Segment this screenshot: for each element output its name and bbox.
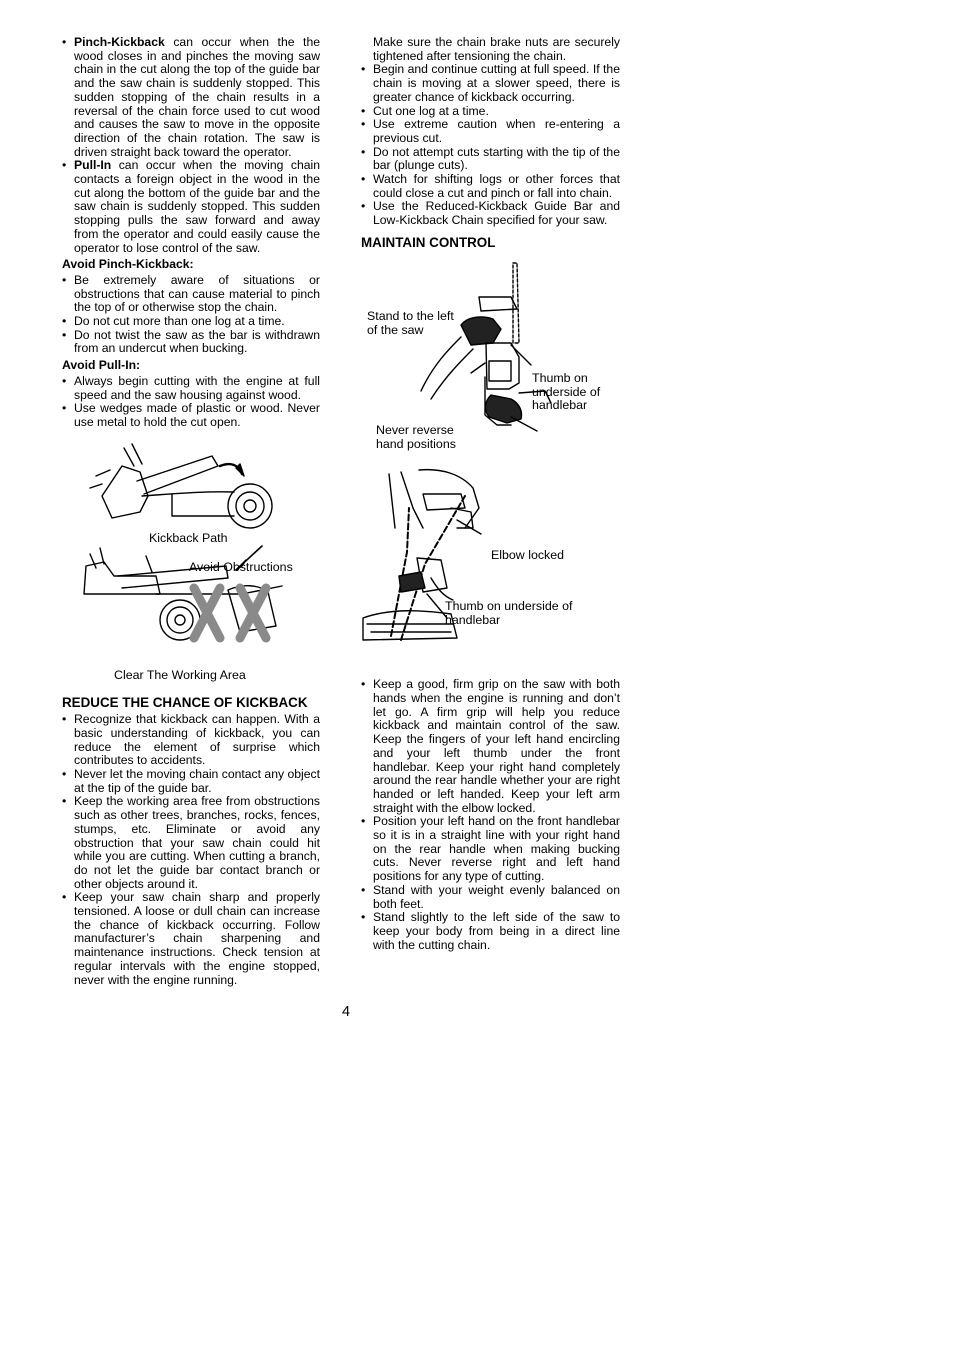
- intro-list: [62, 36, 320, 255]
- list-item: • Do not cut more than one log at a time.: [62, 315, 320, 329]
- elbow-locked-caption: Elbow locked: [491, 548, 565, 563]
- list-item: • Cut one log at a time.: [361, 105, 620, 119]
- list-item: • Use the Reduced-Kickback Guide Bar and Low-Kickback Chain specified for your saw.: [361, 200, 620, 227]
- stand-left-caption: Stand to the left of the saw: [367, 309, 454, 337]
- hand-position-illustration: [361, 253, 620, 443]
- thumb-underside-caption: Thumb on underside of handlebar: [445, 599, 573, 627]
- list-item: • Keep a good, firm grip on the saw with both hands when the engine is running and don’t let go. A firm grip will help you reduce kickback and maintain control of the saw. Keep the fingers of your left hand encircling and your left thumb under the front handlebar. Keep your right hand completely around the rear handle whether your are right handed or left handed. Keep your left arm straight with the elbow locked.: [361, 678, 620, 815]
- list-item: • Use extreme caution when re-entering a previous cut.: [361, 118, 620, 145]
- item-text: can occur when the moving chain contacts a foreign object in the wood in the cut along the bottom of the guide bar and the saw chain is suddenly stopped. This sudden stopping pulls the saw forward and away from the operator and could easily cause the operator to lose control of the saw.: [74, 158, 320, 255]
- avoid-pinch-title: Avoid Pinch-Kickback:: [62, 257, 194, 272]
- avoid-pullin-title: Avoid Pull-In:: [62, 358, 141, 373]
- avoid-pullin-list: [62, 375, 320, 430]
- list-item: • Recognize that kickback can happen. With a basic understanding of kickback, you can reduce the element of surprise which contributes to accidents.: [62, 713, 320, 768]
- elbow-locked-figure: [361, 468, 620, 668]
- list-item: • Do not attempt cuts starting with the tip of the bar (plunge cuts).: [361, 146, 620, 173]
- list-item: • Watch for shifting logs or other forces that could close a cut and pinch or fall into chain.: [361, 173, 620, 200]
- control-list: [361, 678, 620, 952]
- kickback-figure: [62, 436, 320, 681]
- avoid-obstructions-caption: Avoid Obstructions: [189, 559, 293, 574]
- list-item: • Position your left hand on the front handlebar so it is in a straight line with your right hand on the rear handle when making bucking cuts. Never reverse right and left hand positions for any type of cutting.: [361, 815, 620, 884]
- right-column: [361, 36, 620, 952]
- reduce-kickback-list: [62, 713, 320, 987]
- continued-text: Make sure the chain brake nuts are securely tightened after tensioning the chain.: [373, 35, 620, 63]
- elbow-locked-illustration: [361, 468, 620, 668]
- list-item: • Keep your saw chain sharp and properly tensioned. A loose or dull chain can increase the chance of kickback occurring. Follow manufacturer’s chain sharpening and maintenance instructions. Check tension at regular intervals with the engine stopped, never with the engine running.: [62, 891, 320, 987]
- list-item: • Stand with your weight evenly balanced on both feet.: [361, 884, 620, 911]
- thumb-caption: Thumb on underside of handlebar: [532, 371, 601, 413]
- cutting-list: [361, 63, 620, 227]
- list-item: • Do not twist the saw as the bar is withdrawn from an undercut when bucking.: [62, 329, 320, 356]
- term-pinch-kickback: Pinch-Kickback: [74, 35, 165, 49]
- list-item: • Stand slightly to the left side of the saw to keep your body from being in a direct line with the cutting chain.: [361, 911, 620, 952]
- left-column: [62, 36, 320, 987]
- clear-area-caption: Clear The Working Area: [114, 667, 246, 682]
- hand-position-figure: [361, 253, 620, 451]
- list-item: • Always begin cutting with the engine at full speed and the saw housing against wood.: [62, 375, 320, 402]
- list-item: • Be extremely aware of situations or obstructions that can cause material to pinch the top of or otherwise stop the chain.: [62, 274, 320, 315]
- kickback-path-caption: Kickback Path: [149, 530, 228, 545]
- kickback-illustration: [62, 436, 320, 681]
- avoid-pinch-list: [62, 274, 320, 356]
- term-pull-in: Pull-In: [74, 158, 112, 173]
- maintain-control-heading: MAINTAIN CONTROL: [361, 234, 496, 250]
- list-item: [62, 159, 320, 255]
- reduce-kickback-heading: REDUCE THE CHANCE OF KICKBACK: [62, 694, 308, 710]
- guide-bar-top: [137, 456, 218, 494]
- never-reverse-caption: Never reverse hand positions: [376, 423, 456, 451]
- list-item: • Begin and continue cutting at full speed. If the chain is moving at a slower speed, there is greater chance of kickback occurring.: [361, 63, 620, 104]
- item-text: can occur when the the wood closes in and pinches the moving saw chain in the cut along the top of the guide bar and the saw chain is suddenly stopped. This sudden stopping of the chain results in a reversal of the chain force used to cut wood and causes the saw to move in the opposite direction of the chain rotation. The saw is driven straight back toward the operator.: [74, 35, 320, 159]
- list-item: [62, 36, 320, 159]
- list-item: • Use wedges made of plastic or wood. Never use metal to hold the cut open.: [62, 402, 320, 429]
- list-item: • Never let the moving chain contact any object at the tip of the guide bar.: [62, 768, 320, 795]
- page-number: 4: [342, 1004, 351, 1020]
- saw-body-top: [102, 466, 148, 518]
- list-item: • Keep the working area free from obstructions such as other trees, branches, rocks, fences, stumps, etc. Eliminate or avoid any obstruction that your saw chain could hit while you are cutting. When cutting a branch, do not let the guide bar contact branch or other objects around it.: [62, 795, 320, 891]
